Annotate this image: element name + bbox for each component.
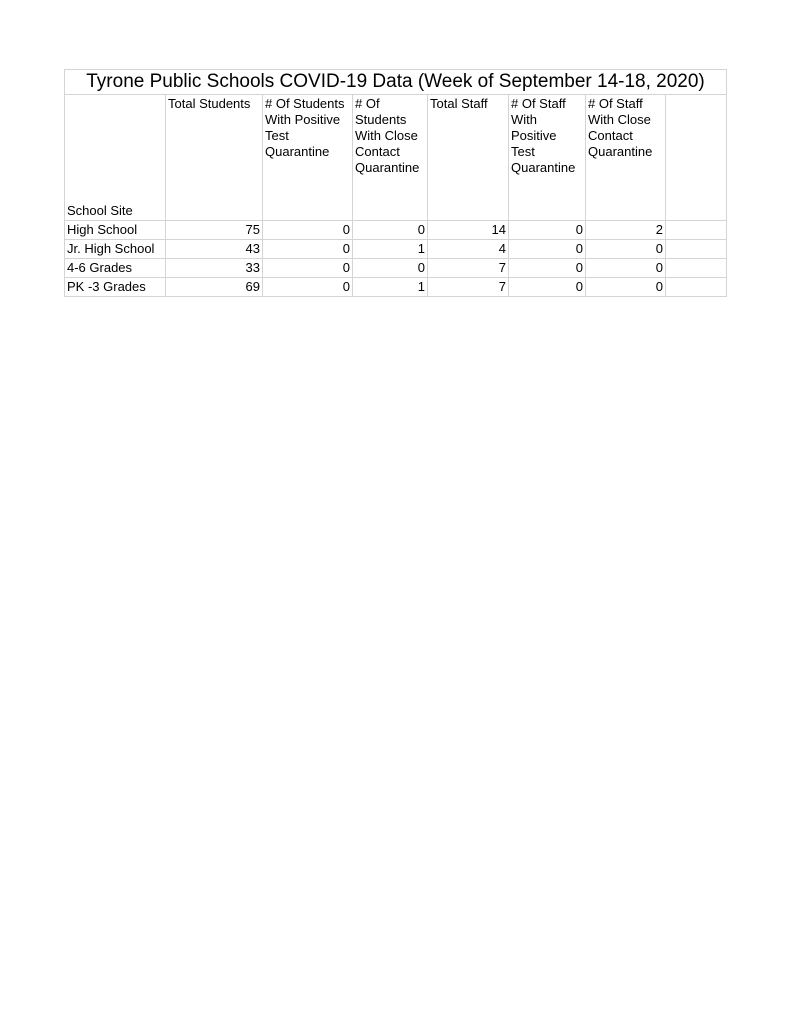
school-site-cell: Jr. High School — [65, 240, 166, 259]
total-staff-cell: 14 — [428, 221, 509, 240]
table-row — [65, 259, 727, 278]
spreadsheet — [64, 69, 726, 297]
students-close-contact-cell: 1 — [353, 240, 428, 259]
students-positive-cell: 0 — [263, 240, 353, 259]
table-row — [65, 221, 727, 240]
total-students-cell: 43 — [166, 240, 263, 259]
staff-positive-cell: 0 — [509, 278, 586, 297]
staff-close-contact-cell: 2 — [586, 221, 666, 240]
header-students-positive: # Of Students With Positive Test Quarantine — [263, 95, 353, 221]
total-staff-cell: 4 — [428, 240, 509, 259]
header-staff-positive: # Of Staff With Positive Test Quarantine — [509, 95, 586, 221]
header-row — [65, 95, 727, 221]
staff-positive-cell: 0 — [509, 240, 586, 259]
staff-close-contact-cell: 0 — [586, 278, 666, 297]
students-positive-cell: 0 — [263, 278, 353, 297]
students-close-contact-cell: 0 — [353, 259, 428, 278]
school-site-cell: 4-6 Grades — [65, 259, 166, 278]
staff-positive-cell: 0 — [509, 259, 586, 278]
total-staff-cell: 7 — [428, 259, 509, 278]
students-close-contact-cell: 1 — [353, 278, 428, 297]
table-row — [65, 240, 727, 259]
total-students-cell: 69 — [166, 278, 263, 297]
covid-data-table — [64, 69, 727, 297]
header-total-staff: Total Staff — [428, 95, 509, 221]
header-students-close-contact: # Of Students With Close Contact Quarantine — [353, 95, 428, 221]
header-total-students: Total Students — [166, 95, 263, 221]
students-positive-cell: 0 — [263, 221, 353, 240]
staff-close-contact-cell: 0 — [586, 240, 666, 259]
table-title: Tyrone Public Schools COVID-19 Data (Week of September 14-18, 2020) — [65, 70, 727, 95]
empty-cell — [666, 278, 727, 297]
total-staff-cell: 7 — [428, 278, 509, 297]
header-staff-close-contact: # Of Staff With Close Contact Quarantine — [586, 95, 666, 221]
empty-cell — [666, 221, 727, 240]
total-students-cell: 75 — [166, 221, 263, 240]
staff-positive-cell: 0 — [509, 221, 586, 240]
empty-cell — [666, 259, 727, 278]
total-students-cell: 33 — [166, 259, 263, 278]
students-positive-cell: 0 — [263, 259, 353, 278]
students-close-contact-cell: 0 — [353, 221, 428, 240]
table-row — [65, 278, 727, 297]
staff-close-contact-cell: 0 — [586, 259, 666, 278]
empty-cell — [666, 240, 727, 259]
empty-cell — [666, 95, 727, 221]
school-site-cell: High School — [65, 221, 166, 240]
header-school-site: School Site — [65, 95, 166, 221]
school-site-cell: PK -3 Grades — [65, 278, 166, 297]
